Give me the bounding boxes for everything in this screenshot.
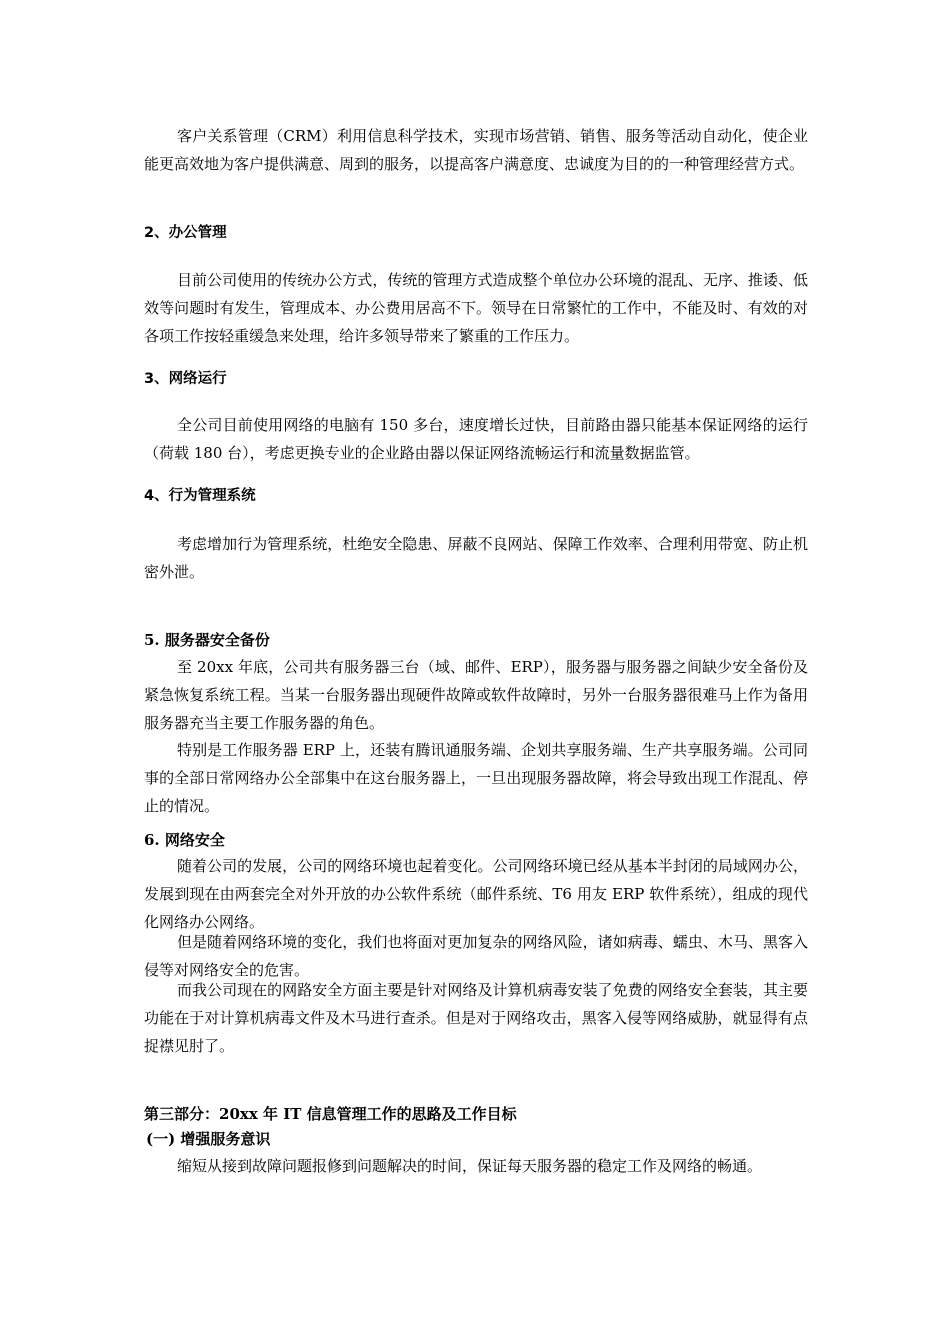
network-run-paragraph: 全公司目前使用网络的电脑有 150 多台，速度增长过快，目前路由器只能基本保证网络的运行（荷载 180 台），考虑更换专业的企业路由器以保证网络流畅运行和流量数据监管。 (144, 416, 808, 462)
office-paragraph: 目前公司使用的传统办公方式，传统的管理方式造成整个单位办公环境的混乱、无序、推诿、低效等问题时有发生，管理成本、办公费用居高不下。领导在日常繁忙的工作中，不能及时、有效的对各项工作按轻重缓急来处理，给许多领导带来了繁重的工作压力。 (144, 271, 808, 345)
section-heading-net-security: 6. 网络安全 (144, 831, 225, 849)
behavior-paragraph: 考虑增加行为管理系统，杜绝安全隐患、屏蔽不良网站、保障工作效率、合理利用带宽、防止机密外泄。 (144, 535, 808, 581)
net-security-paragraph-3: 而我公司现在的网路安全方面主要是针对网络及计算机病毒安装了免费的网络安全套装，其主要功能在于对计算机病毒文件及木马进行查杀。但是对于网络攻击，黑客入侵等网络威胁，就显得有点捉襟见肘了。 (144, 981, 808, 1055)
part-three-paragraph: 缩短从接到故障问题报修到问题解决的时间，保证每天服务器的稳定工作及网络的畅通。 (177, 1157, 763, 1175)
net-security-paragraph-1: 随着公司的发展，公司的网络环境也起着变化。公司网络环境已经从基本半封闭的局域网办公，发展到现在由两套完全对外开放的办公软件系统（邮件系统、T6 用友 ERP 软件系统），组成的现代化网络办公网络。 (144, 857, 808, 931)
part-three-heading: 第三部分：20xx 年 IT 信息管理工作的思路及工作目标 (144, 1105, 517, 1123)
server-backup-paragraph-1: 至 20xx 年底，公司共有服务器三台（域、邮件、ERP），服务器与服务器之间缺少安全备份及紧急恢复系统工程。当某一台服务器出现硬件故障或软件故障时，另外一台服务器很难马上作为备用服务器充当主要工作服务器的角色。 (144, 658, 808, 732)
section-heading-network-run: 3、网络运行 (144, 371, 227, 387)
part-three-sub-heading: (一) 增强服务意识 (146, 1130, 271, 1148)
crm-paragraph: 客户关系管理（CRM）利用信息科学技术，实现市场营销、销售、服务等活动自动化，使企业能更高效地为客户提供满意、周到的服务，以提高客户满意度、忠诚度为目的的一种管理经营方式。 (144, 127, 808, 173)
server-backup-paragraph-2: 特别是工作服务器 ERP 上，还装有腾讯通服务端、企划共享服务端、生产共享服务端。公司同事的全部日常网络办公全部集中在这台服务器上，一旦出现服务器故障，将会导致出现工作混乱、停止的情况。 (144, 741, 808, 815)
net-security-paragraph-2: 但是随着网络环境的变化，我们也将面对更加复杂的网络风险，诸如病毒、蠕虫、木马、黑客入侵等对网络安全的危害。 (144, 933, 808, 979)
section-heading-behavior: 4、行为管理系统 (144, 488, 256, 504)
section-heading-office: 2、办公管理 (144, 225, 227, 241)
section-heading-server-backup: 5. 服务器安全备份 (144, 631, 270, 649)
